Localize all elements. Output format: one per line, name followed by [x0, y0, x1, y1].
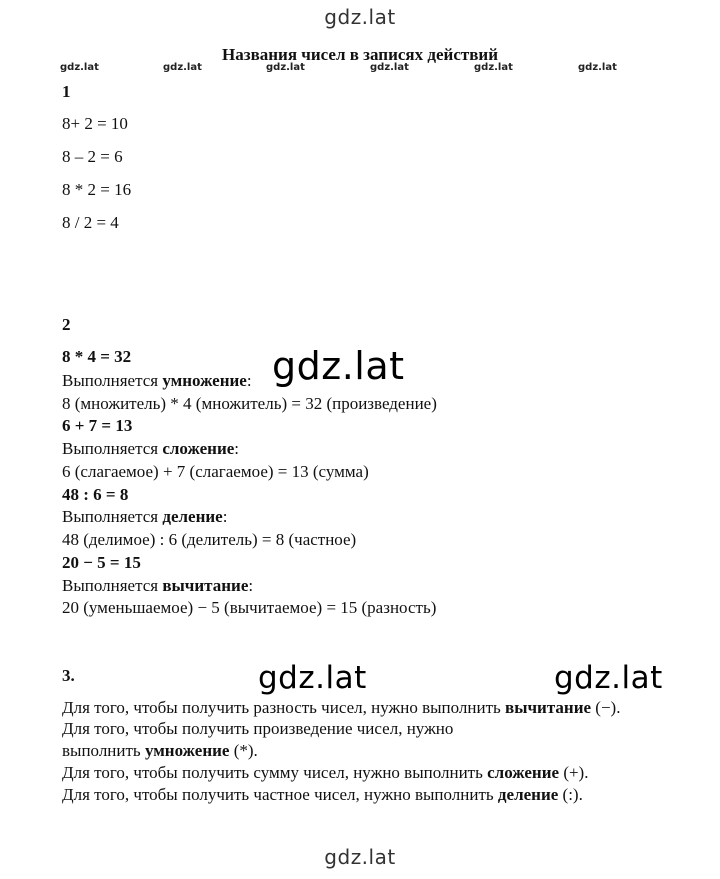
- operation-line: Выполняется деление:: [62, 507, 228, 526]
- watermark-section3-left: gdz.lat: [258, 660, 367, 696]
- section-1-line: 8 * 2 = 16: [62, 180, 132, 199]
- watermark-small: gdz.lat: [266, 62, 305, 73]
- page-title: Названия чисел в записях действий: [222, 45, 498, 64]
- expression: 48 : 6 = 8: [62, 485, 129, 504]
- section-3-line: Для того, чтобы получить сумму чисел, нужно выполнить сложение (+).: [62, 763, 589, 782]
- section-2-number: 2: [62, 315, 71, 334]
- watermark-small: gdz.lat: [578, 62, 617, 73]
- section-3-number: 3.: [62, 666, 75, 685]
- operation-line: Выполняется вычитание:: [62, 576, 254, 595]
- expression: 6 + 7 = 13: [62, 416, 133, 435]
- operation-name: деление: [162, 507, 223, 526]
- section-1-line: 8+ 2 = 10: [62, 114, 128, 133]
- operation-name: вычитание: [162, 576, 249, 595]
- section-1-number: 1: [62, 82, 71, 101]
- watermark-small: gdz.lat: [474, 62, 513, 73]
- expression: 8 * 4 = 32: [62, 347, 132, 366]
- watermark-small: gdz.lat: [60, 62, 99, 73]
- operation-detail: 20 (уменьшаемое) − 5 (вычитаемое) = 15 (разность): [62, 598, 437, 617]
- operation-detail: 8 (множитель) * 4 (множитель) = 32 (произведение): [62, 394, 437, 413]
- operation-line: Выполняется умножение:: [62, 371, 252, 390]
- section-3-line: Для того, чтобы получить произведение чисел, нужно: [62, 719, 454, 738]
- section-1-line: 8 / 2 = 4: [62, 213, 119, 232]
- section-3-line: Для того, чтобы получить частное чисел, нужно выполнить деление (:).: [62, 785, 583, 804]
- section-3-line: Для того, чтобы получить разность чисел, нужно выполнить вычитание (−).: [62, 698, 621, 717]
- section-1-line: 8 – 2 = 6: [62, 147, 123, 166]
- operation-detail: 48 (делимое) : 6 (делитель) = 8 (частное): [62, 530, 357, 549]
- expression: 20 − 5 = 15: [62, 553, 141, 572]
- watermark-bottom: gdz.lat: [324, 845, 396, 869]
- section-3-line: выполнить умножение (*).: [62, 741, 258, 760]
- watermark-section3-right: gdz.lat: [554, 660, 663, 696]
- operation-name: сложение: [162, 439, 235, 458]
- watermark-top: gdz.lat: [324, 5, 396, 29]
- operation-line: Выполняется сложение:: [62, 439, 240, 458]
- operation-detail: 6 (слагаемое) + 7 (слагаемое) = 13 (сумма): [62, 462, 369, 481]
- watermark-small: gdz.lat: [370, 62, 409, 73]
- operation-name: умножение: [162, 371, 247, 390]
- watermark-center: gdz.lat: [272, 344, 405, 388]
- watermark-small: gdz.lat: [163, 62, 202, 73]
